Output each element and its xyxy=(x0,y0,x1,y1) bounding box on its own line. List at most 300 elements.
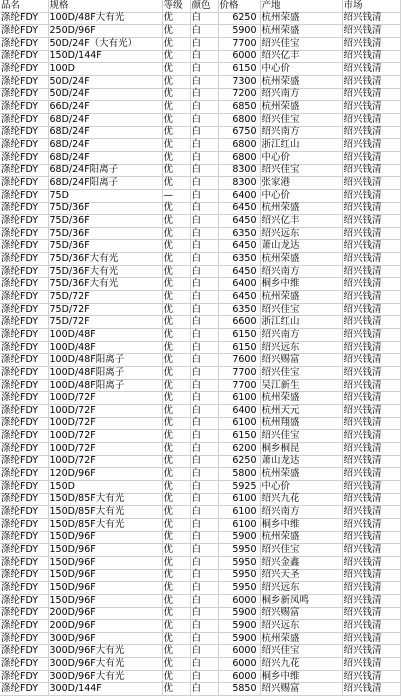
cell-origin[interactable]: 绍兴赐富 xyxy=(260,683,342,696)
cell-grade[interactable]: 优 xyxy=(162,569,190,582)
cell-origin[interactable]: 绍兴佳宝 xyxy=(260,37,342,50)
cell-name[interactable]: 涤纶FDY xyxy=(0,506,48,519)
cell-spec[interactable]: 75D xyxy=(48,189,162,202)
cell-origin[interactable]: 绍兴佳宝 xyxy=(260,113,342,126)
cell-market[interactable]: 绍兴钱清 xyxy=(342,405,400,418)
cell-color[interactable]: 白 xyxy=(190,215,218,228)
cell-origin[interactable]: 中心价 xyxy=(260,151,342,164)
cell-name[interactable]: 涤纶FDY xyxy=(0,518,48,531)
cell-origin[interactable]: 绍兴九花 xyxy=(260,493,342,506)
cell-grade[interactable]: 优 xyxy=(162,215,190,228)
cell-color[interactable]: 白 xyxy=(190,658,218,671)
cell-name[interactable]: 涤纶FDY xyxy=(0,50,48,63)
cell-color[interactable]: 白 xyxy=(190,189,218,202)
cell-color[interactable]: 白 xyxy=(190,556,218,569)
cell-spec[interactable]: 75D/72F xyxy=(48,316,162,329)
cell-grade[interactable]: 优 xyxy=(162,50,190,63)
cell-origin[interactable]: 中心价 xyxy=(260,189,342,202)
cell-origin[interactable]: 绍兴天圣 xyxy=(260,569,342,582)
cell-price[interactable]: 5950 xyxy=(218,544,260,557)
cell-color[interactable]: 白 xyxy=(190,202,218,215)
cell-spec[interactable]: 100D xyxy=(48,63,162,76)
cell-name[interactable]: 涤纶FDY xyxy=(0,620,48,633)
cell-grade[interactable]: 优 xyxy=(162,594,190,607)
cell-market[interactable]: 绍兴钱清 xyxy=(342,354,400,367)
cell-price[interactable]: 6350 xyxy=(218,253,260,266)
header-cell-price[interactable]: 价格 xyxy=(218,0,260,12)
cell-origin[interactable]: 中心价 xyxy=(260,480,342,493)
cell-color[interactable]: 白 xyxy=(190,240,218,253)
cell-grade[interactable]: 优 xyxy=(162,379,190,392)
cell-grade[interactable]: 优 xyxy=(162,329,190,342)
cell-market[interactable]: 绍兴钱清 xyxy=(342,607,400,620)
cell-spec[interactable]: 75D/36F大有光 xyxy=(48,278,162,291)
cell-color[interactable]: 白 xyxy=(190,518,218,531)
cell-grade[interactable]: 优 xyxy=(162,265,190,278)
cell-price[interactable]: 6150 xyxy=(218,430,260,443)
cell-name[interactable]: 涤纶FDY xyxy=(0,455,48,468)
cell-spec[interactable]: 200D/96F xyxy=(48,620,162,633)
cell-price[interactable]: 6100 xyxy=(218,417,260,430)
cell-market[interactable]: 绍兴钱清 xyxy=(342,139,400,152)
cell-color[interactable]: 白 xyxy=(190,113,218,126)
cell-spec[interactable]: 150D/96F xyxy=(48,544,162,557)
cell-grade[interactable]: 优 xyxy=(162,202,190,215)
cell-color[interactable]: 白 xyxy=(190,417,218,430)
header-cell-grade[interactable]: 等级 xyxy=(162,0,190,12)
cell-name[interactable]: 涤纶FDY xyxy=(0,88,48,101)
cell-spec[interactable]: 100D/48F大有光 xyxy=(48,12,162,25)
cell-market[interactable]: 绍兴钱清 xyxy=(342,113,400,126)
cell-spec[interactable]: 100D/72F xyxy=(48,417,162,430)
cell-price[interactable]: 6000 xyxy=(218,645,260,658)
cell-name[interactable]: 涤纶FDY xyxy=(0,442,48,455)
cell-spec[interactable]: 50D/24F（大有光） xyxy=(48,37,162,50)
cell-price[interactable]: 6800 xyxy=(218,139,260,152)
cell-market[interactable]: 绍兴钱清 xyxy=(342,531,400,544)
cell-origin[interactable]: 绍兴佳宝 xyxy=(260,303,342,316)
cell-spec[interactable]: 66D/24F xyxy=(48,101,162,114)
cell-spec[interactable]: 68D/24F xyxy=(48,151,162,164)
cell-spec[interactable]: 68D/24F xyxy=(48,113,162,126)
cell-origin[interactable]: 绍兴佳宝 xyxy=(260,367,342,380)
cell-grade[interactable]: 优 xyxy=(162,430,190,443)
cell-spec[interactable]: 100D/48F xyxy=(48,329,162,342)
cell-price[interactable]: 5950 xyxy=(218,582,260,595)
cell-grade[interactable]: 优 xyxy=(162,632,190,645)
cell-price[interactable]: 6450 xyxy=(218,291,260,304)
cell-name[interactable]: 涤纶FDY xyxy=(0,278,48,291)
cell-grade[interactable]: 优 xyxy=(162,670,190,683)
cell-color[interactable]: 白 xyxy=(190,506,218,519)
cell-spec[interactable]: 150D/144F xyxy=(48,50,162,63)
cell-color[interactable]: 白 xyxy=(190,291,218,304)
cell-market[interactable]: 绍兴钱清 xyxy=(342,253,400,266)
cell-name[interactable]: 涤纶FDY xyxy=(0,316,48,329)
cell-price[interactable]: 7600 xyxy=(218,354,260,367)
cell-origin[interactable]: 绍兴亿丰 xyxy=(260,215,342,228)
cell-market[interactable]: 绍兴钱清 xyxy=(342,329,400,342)
cell-market[interactable]: 绍兴钱清 xyxy=(342,506,400,519)
cell-market[interactable]: 绍兴钱清 xyxy=(342,620,400,633)
cell-spec[interactable]: 75D/36F大有光 xyxy=(48,253,162,266)
cell-origin[interactable]: 杭州荣盛 xyxy=(260,291,342,304)
cell-market[interactable]: 绍兴钱清 xyxy=(342,177,400,190)
cell-color[interactable]: 白 xyxy=(190,645,218,658)
cell-color[interactable]: 白 xyxy=(190,670,218,683)
cell-color[interactable]: 白 xyxy=(190,37,218,50)
cell-grade[interactable]: 优 xyxy=(162,468,190,481)
cell-price[interactable]: 6450 xyxy=(218,215,260,228)
cell-price[interactable]: 6100 xyxy=(218,518,260,531)
cell-price[interactable]: 6800 xyxy=(218,113,260,126)
cell-origin[interactable]: 杭州翔盛 xyxy=(260,417,342,430)
cell-grade[interactable]: 优 xyxy=(162,455,190,468)
cell-market[interactable]: 绍兴钱清 xyxy=(342,227,400,240)
cell-grade[interactable]: 优 xyxy=(162,278,190,291)
cell-grade[interactable]: 优 xyxy=(162,177,190,190)
cell-price[interactable]: 6400 xyxy=(218,405,260,418)
cell-grade[interactable]: 优 xyxy=(162,164,190,177)
cell-origin[interactable]: 萧山龙达 xyxy=(260,240,342,253)
cell-spec[interactable]: 68D/24F xyxy=(48,126,162,139)
cell-color[interactable]: 白 xyxy=(190,531,218,544)
cell-color[interactable]: 白 xyxy=(190,468,218,481)
cell-origin[interactable]: 杭州荣盛 xyxy=(260,101,342,114)
cell-spec[interactable]: 100D/72F xyxy=(48,405,162,418)
cell-grade[interactable]: 优 xyxy=(162,582,190,595)
cell-name[interactable]: 涤纶FDY xyxy=(0,113,48,126)
header-cell-color[interactable]: 颜色 xyxy=(190,0,218,12)
cell-color[interactable]: 白 xyxy=(190,405,218,418)
cell-market[interactable]: 绍兴钱清 xyxy=(342,455,400,468)
cell-origin[interactable]: 绍兴远东 xyxy=(260,620,342,633)
cell-color[interactable]: 白 xyxy=(190,582,218,595)
cell-spec[interactable]: 75D/36F xyxy=(48,215,162,228)
cell-name[interactable]: 涤纶FDY xyxy=(0,63,48,76)
cell-name[interactable]: 涤纶FDY xyxy=(0,202,48,215)
cell-price[interactable]: 5900 xyxy=(218,620,260,633)
cell-origin[interactable]: 杭州荣盛 xyxy=(260,12,342,25)
cell-market[interactable]: 绍兴钱清 xyxy=(342,240,400,253)
cell-price[interactable]: 5900 xyxy=(218,607,260,620)
cell-name[interactable]: 涤纶FDY xyxy=(0,582,48,595)
cell-spec[interactable]: 75D/36F xyxy=(48,227,162,240)
cell-grade[interactable]: 优 xyxy=(162,392,190,405)
cell-color[interactable]: 白 xyxy=(190,430,218,443)
cell-origin[interactable]: 杭州荣盛 xyxy=(260,25,342,38)
cell-spec[interactable]: 150D/96F xyxy=(48,569,162,582)
cell-origin[interactable]: 桐乡中维 xyxy=(260,518,342,531)
cell-grade[interactable]: 优 xyxy=(162,531,190,544)
cell-price[interactable]: 6150 xyxy=(218,63,260,76)
cell-origin[interactable]: 桐乡中维 xyxy=(260,670,342,683)
cell-origin[interactable]: 桐乡新凤鸣 xyxy=(260,594,342,607)
cell-name[interactable]: 涤纶FDY xyxy=(0,367,48,380)
cell-name[interactable]: 涤纶FDY xyxy=(0,632,48,645)
cell-name[interactable]: 涤纶FDY xyxy=(0,493,48,506)
cell-spec[interactable]: 100D/72F xyxy=(48,392,162,405)
cell-grade[interactable]: 优 xyxy=(162,417,190,430)
cell-spec[interactable]: 120D/96F xyxy=(48,468,162,481)
cell-price[interactable]: 6100 xyxy=(218,506,260,519)
cell-spec[interactable]: 68D/24F阳离子 xyxy=(48,177,162,190)
cell-origin[interactable]: 绍兴赐富 xyxy=(260,354,342,367)
cell-price[interactable]: 6600 xyxy=(218,316,260,329)
cell-origin[interactable]: 绍兴南方 xyxy=(260,88,342,101)
cell-price[interactable]: 5950 xyxy=(218,556,260,569)
cell-name[interactable]: 涤纶FDY xyxy=(0,645,48,658)
cell-color[interactable]: 白 xyxy=(190,303,218,316)
cell-market[interactable]: 绍兴钱清 xyxy=(342,75,400,88)
cell-origin[interactable]: 杭州荣盛 xyxy=(260,632,342,645)
cell-color[interactable]: 白 xyxy=(190,164,218,177)
cell-spec[interactable]: 100D/48F阳离子 xyxy=(48,367,162,380)
cell-name[interactable]: 涤纶FDY xyxy=(0,594,48,607)
cell-color[interactable]: 白 xyxy=(190,392,218,405)
cell-grade[interactable]: 优 xyxy=(162,607,190,620)
cell-color[interactable]: 白 xyxy=(190,455,218,468)
cell-grade[interactable]: 优 xyxy=(162,480,190,493)
cell-grade[interactable]: 优 xyxy=(162,291,190,304)
cell-grade[interactable]: 优 xyxy=(162,442,190,455)
cell-origin[interactable]: 绍兴九花 xyxy=(260,658,342,671)
cell-market[interactable]: 绍兴钱清 xyxy=(342,582,400,595)
cell-market[interactable]: 绍兴钱清 xyxy=(342,468,400,481)
cell-color[interactable]: 白 xyxy=(190,88,218,101)
cell-grade[interactable]: 优 xyxy=(162,151,190,164)
cell-spec[interactable]: 300D/96F大有光 xyxy=(48,645,162,658)
cell-grade[interactable]: 优 xyxy=(162,354,190,367)
cell-spec[interactable]: 100D/48F xyxy=(48,341,162,354)
cell-name[interactable]: 涤纶FDY xyxy=(0,126,48,139)
cell-price[interactable]: 6450 xyxy=(218,240,260,253)
cell-origin[interactable]: 萧山龙达 xyxy=(260,455,342,468)
cell-market[interactable]: 绍兴钱清 xyxy=(342,316,400,329)
cell-spec[interactable]: 150D/85F大有光 xyxy=(48,518,162,531)
cell-price[interactable]: 6800 xyxy=(218,151,260,164)
cell-color[interactable]: 白 xyxy=(190,75,218,88)
cell-spec[interactable]: 150D/96F xyxy=(48,594,162,607)
cell-spec[interactable]: 300D/96F大有光 xyxy=(48,670,162,683)
cell-market[interactable]: 绍兴钱清 xyxy=(342,12,400,25)
cell-price[interactable]: 6000 xyxy=(218,594,260,607)
cell-market[interactable]: 绍兴钱清 xyxy=(342,126,400,139)
cell-grade[interactable]: 优 xyxy=(162,37,190,50)
cell-spec[interactable]: 100D/72F xyxy=(48,455,162,468)
cell-market[interactable]: 绍兴钱清 xyxy=(342,151,400,164)
cell-name[interactable]: 涤纶FDY xyxy=(0,240,48,253)
cell-grade[interactable]: 优 xyxy=(162,341,190,354)
cell-grade[interactable]: 优 xyxy=(162,101,190,114)
cell-spec[interactable]: 150D xyxy=(48,480,162,493)
cell-name[interactable]: 涤纶FDY xyxy=(0,683,48,696)
cell-market[interactable]: 绍兴钱清 xyxy=(342,544,400,557)
cell-price[interactable]: 7200 xyxy=(218,88,260,101)
cell-color[interactable]: 白 xyxy=(190,50,218,63)
cell-origin[interactable]: 吴江新生 xyxy=(260,379,342,392)
cell-price[interactable]: 6000 xyxy=(218,50,260,63)
cell-price[interactable]: 6350 xyxy=(218,227,260,240)
cell-spec[interactable]: 100D/48F阳离子 xyxy=(48,354,162,367)
cell-spec[interactable]: 300D/96F xyxy=(48,632,162,645)
cell-name[interactable]: 涤纶FDY xyxy=(0,265,48,278)
cell-color[interactable]: 白 xyxy=(190,544,218,557)
cell-price[interactable]: 5900 xyxy=(218,25,260,38)
cell-spec[interactable]: 200D/96F xyxy=(48,607,162,620)
cell-grade[interactable]: 优 xyxy=(162,88,190,101)
cell-grade[interactable]: 优 xyxy=(162,645,190,658)
cell-color[interactable]: 白 xyxy=(190,139,218,152)
cell-origin[interactable]: 绍兴南方 xyxy=(260,506,342,519)
cell-name[interactable]: 涤纶FDY xyxy=(0,177,48,190)
cell-name[interactable]: 涤纶FDY xyxy=(0,468,48,481)
cell-price[interactable]: 6400 xyxy=(218,189,260,202)
cell-name[interactable]: 涤纶FDY xyxy=(0,405,48,418)
cell-origin[interactable]: 绍兴佳宝 xyxy=(260,544,342,557)
cell-name[interactable]: 涤纶FDY xyxy=(0,215,48,228)
cell-origin[interactable]: 杭州荣盛 xyxy=(260,392,342,405)
cell-color[interactable]: 白 xyxy=(190,620,218,633)
cell-color[interactable]: 白 xyxy=(190,354,218,367)
cell-spec[interactable]: 75D/36F xyxy=(48,202,162,215)
cell-grade[interactable]: 优 xyxy=(162,12,190,25)
cell-price[interactable]: 6150 xyxy=(218,329,260,342)
cell-spec[interactable]: 150D/85F大有光 xyxy=(48,493,162,506)
cell-color[interactable]: 白 xyxy=(190,480,218,493)
cell-price[interactable]: 5800 xyxy=(218,468,260,481)
cell-market[interactable]: 绍兴钱清 xyxy=(342,101,400,114)
cell-market[interactable]: 绍兴钱清 xyxy=(342,50,400,63)
cell-market[interactable]: 绍兴钱清 xyxy=(342,556,400,569)
cell-market[interactable]: 绍兴钱清 xyxy=(342,189,400,202)
cell-price[interactable]: 5925 xyxy=(218,480,260,493)
cell-spec[interactable]: 75D/36F xyxy=(48,240,162,253)
cell-name[interactable]: 涤纶FDY xyxy=(0,101,48,114)
cell-market[interactable]: 绍兴钱清 xyxy=(342,278,400,291)
cell-grade[interactable]: 优 xyxy=(162,139,190,152)
cell-spec[interactable]: 300D/96F大有光 xyxy=(48,658,162,671)
cell-color[interactable]: 白 xyxy=(190,63,218,76)
cell-name[interactable]: 涤纶FDY xyxy=(0,379,48,392)
cell-spec[interactable]: 75D/36F大有光 xyxy=(48,265,162,278)
cell-price[interactable]: 5850 xyxy=(218,683,260,696)
cell-grade[interactable]: 优 xyxy=(162,227,190,240)
cell-grade[interactable]: 优 xyxy=(162,113,190,126)
cell-price[interactable]: 8300 xyxy=(218,164,260,177)
cell-market[interactable]: 绍兴钱清 xyxy=(342,632,400,645)
cell-spec[interactable]: 68D/24F阳离子 xyxy=(48,164,162,177)
cell-color[interactable]: 白 xyxy=(190,12,218,25)
cell-spec[interactable]: 100D/72F xyxy=(48,442,162,455)
cell-price[interactable]: 6250 xyxy=(218,455,260,468)
cell-market[interactable]: 绍兴钱清 xyxy=(342,645,400,658)
cell-grade[interactable]: 优 xyxy=(162,25,190,38)
cell-market[interactable]: 绍兴钱清 xyxy=(342,594,400,607)
cell-market[interactable]: 绍兴钱清 xyxy=(342,164,400,177)
cell-market[interactable]: 绍兴钱清 xyxy=(342,379,400,392)
cell-name[interactable]: 涤纶FDY xyxy=(0,12,48,25)
cell-origin[interactable]: 杭州荣盛 xyxy=(260,253,342,266)
cell-origin[interactable]: 杭州天元 xyxy=(260,405,342,418)
cell-price[interactable]: 6450 xyxy=(218,202,260,215)
cell-origin[interactable]: 绍兴佳宝 xyxy=(260,430,342,443)
cell-market[interactable]: 绍兴钱清 xyxy=(342,88,400,101)
cell-price[interactable]: 7700 xyxy=(218,367,260,380)
cell-market[interactable]: 绍兴钱清 xyxy=(342,63,400,76)
cell-grade[interactable]: — xyxy=(162,189,190,202)
cell-name[interactable]: 涤纶FDY xyxy=(0,189,48,202)
cell-color[interactable]: 白 xyxy=(190,126,218,139)
cell-color[interactable]: 白 xyxy=(190,367,218,380)
cell-grade[interactable]: 优 xyxy=(162,620,190,633)
cell-market[interactable]: 绍兴钱清 xyxy=(342,417,400,430)
cell-grade[interactable]: 优 xyxy=(162,556,190,569)
cell-grade[interactable]: 优 xyxy=(162,316,190,329)
cell-spec[interactable]: 150D/96F xyxy=(48,582,162,595)
cell-name[interactable]: 涤纶FDY xyxy=(0,303,48,316)
header-cell-name[interactable]: 品名 xyxy=(0,0,48,12)
cell-spec[interactable]: 100D/48F阳离子 xyxy=(48,379,162,392)
cell-origin[interactable]: 桐乡中维 xyxy=(260,278,342,291)
cell-grade[interactable]: 优 xyxy=(162,75,190,88)
cell-market[interactable]: 绍兴钱清 xyxy=(342,683,400,696)
cell-color[interactable]: 白 xyxy=(190,227,218,240)
cell-market[interactable]: 绍兴钱清 xyxy=(342,670,400,683)
cell-name[interactable]: 涤纶FDY xyxy=(0,392,48,405)
cell-market[interactable]: 绍兴钱清 xyxy=(342,215,400,228)
cell-price[interactable]: 6150 xyxy=(218,341,260,354)
cell-price[interactable]: 7300 xyxy=(218,75,260,88)
cell-name[interactable]: 涤纶FDY xyxy=(0,227,48,240)
cell-grade[interactable]: 优 xyxy=(162,658,190,671)
cell-grade[interactable]: 优 xyxy=(162,405,190,418)
cell-name[interactable]: 涤纶FDY xyxy=(0,164,48,177)
cell-color[interactable]: 白 xyxy=(190,316,218,329)
cell-grade[interactable]: 优 xyxy=(162,253,190,266)
cell-market[interactable]: 绍兴钱清 xyxy=(342,291,400,304)
cell-price[interactable]: 5950 xyxy=(218,569,260,582)
cell-origin[interactable]: 桐乡桐昆 xyxy=(260,442,342,455)
cell-origin[interactable]: 绍兴远东 xyxy=(260,582,342,595)
cell-name[interactable]: 涤纶FDY xyxy=(0,75,48,88)
cell-price[interactable]: 6400 xyxy=(218,278,260,291)
cell-price[interactable]: 6250 xyxy=(218,12,260,25)
cell-name[interactable]: 涤纶FDY xyxy=(0,25,48,38)
cell-origin[interactable]: 绍兴亿丰 xyxy=(260,50,342,63)
cell-market[interactable]: 绍兴钱清 xyxy=(342,569,400,582)
cell-price[interactable]: 5900 xyxy=(218,632,260,645)
cell-name[interactable]: 涤纶FDY xyxy=(0,544,48,557)
cell-price[interactable]: 6450 xyxy=(218,265,260,278)
cell-price[interactable]: 6000 xyxy=(218,670,260,683)
cell-grade[interactable]: 优 xyxy=(162,544,190,557)
cell-name[interactable]: 涤纶FDY xyxy=(0,253,48,266)
cell-name[interactable]: 涤纶FDY xyxy=(0,417,48,430)
cell-name[interactable]: 涤纶FDY xyxy=(0,430,48,443)
cell-spec[interactable]: 150D/96F xyxy=(48,531,162,544)
cell-origin[interactable]: 绍兴赐富 xyxy=(260,607,342,620)
cell-name[interactable]: 涤纶FDY xyxy=(0,670,48,683)
cell-origin[interactable]: 绍兴佳宝 xyxy=(260,645,342,658)
cell-name[interactable]: 涤纶FDY xyxy=(0,291,48,304)
cell-market[interactable]: 绍兴钱清 xyxy=(342,658,400,671)
cell-grade[interactable]: 优 xyxy=(162,506,190,519)
cell-price[interactable]: 6100 xyxy=(218,493,260,506)
cell-origin[interactable]: 杭州荣盛 xyxy=(260,202,342,215)
cell-color[interactable]: 白 xyxy=(190,632,218,645)
cell-origin[interactable]: 杭州荣盛 xyxy=(260,468,342,481)
